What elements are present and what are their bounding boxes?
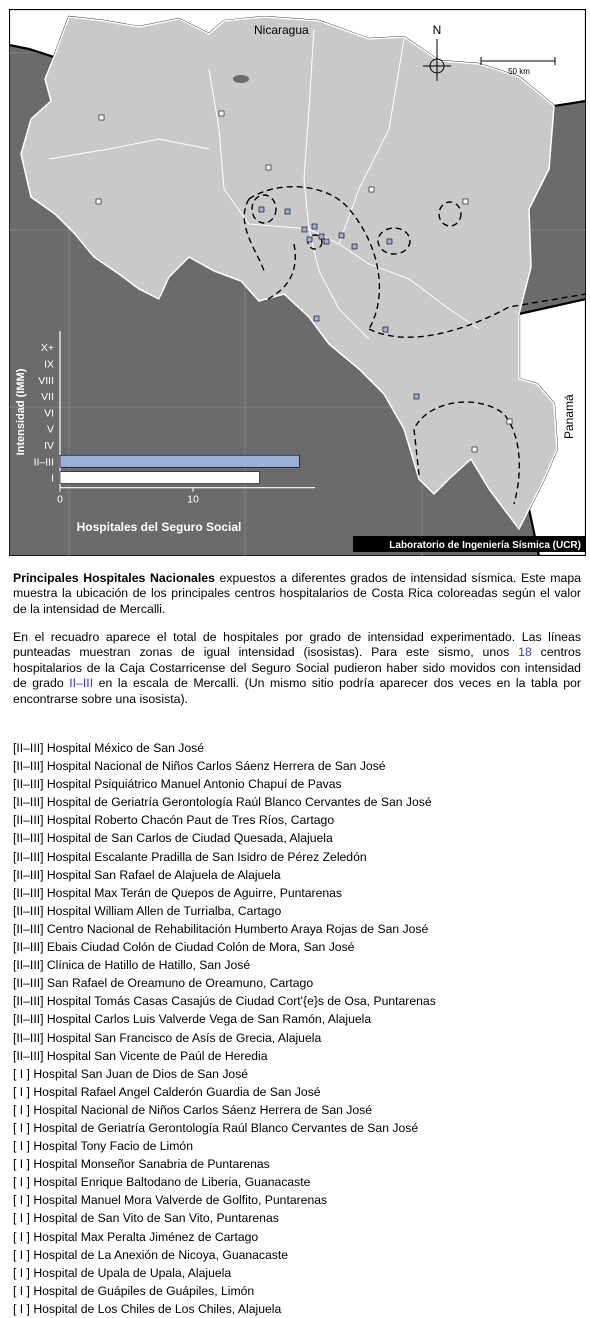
label-nicaragua: Nicaragua	[254, 23, 309, 37]
hospital-list-item: [ I ] Hospital Manuel Mora Valverde de Golfito, Puntarenas	[13, 1193, 328, 1208]
inset-category-label: VI	[44, 407, 54, 420]
hospital-list-item: [II–III] Hospital Roberto Chacón Paut de Tres Ríos, Cartago	[13, 813, 335, 828]
inset-x-tick-label: 10	[187, 493, 199, 506]
credit-text: Laboratorio de Ingeniería Sísmica (UCR)	[389, 540, 581, 551]
hospital-list-item: [ I ] Hospital de San Vito de San Vito, Puntarenas	[13, 1211, 279, 1226]
hospital-list-item: [ I ] Hospital de Guápiles de Guápiles, Limón	[13, 1283, 255, 1298]
hospital-list-item: [II–III] Hospital de San Carlos de Ciudad Quesada, Alajuela	[13, 831, 333, 846]
hospital-list-item: [II–III] San Rafael de Oreamuno de Oreamuno, Cartago	[13, 976, 314, 991]
inset-category-label: V	[46, 423, 54, 436]
scale-label: 50 km	[508, 67, 530, 76]
hospital-list-item: [II–III] Hospital México de San José	[13, 741, 205, 755]
inset-category-label: X+	[40, 342, 54, 355]
hospital-list-item: [ I ] Hospital de Geriatría Gerontología Raúl Blanco Cervantes de San José	[13, 1120, 419, 1135]
hospital-list-item: [II–III] Hospital Max Terán de Quepos de Aguirre, Puntarenas	[13, 885, 343, 900]
caption-title: Principales Hospitales Nacionales	[13, 571, 215, 585]
hospital-count: 18	[518, 645, 532, 660]
hospital-list-item: [ I ] Hospital de La Anexión de Nicoya, Guanacaste	[13, 1247, 289, 1262]
hospital-list-item: [II–III] Hospital Carlos Luis Valverde Vega de San Ramón, Alajuela	[13, 1012, 372, 1027]
caption-p2-b: centros hospitalarios de la Caja Costarricense del Seguro Social pudieron haber sido movidos con intensidad de grado	[13, 645, 582, 691]
inset-x-tick-label: 0	[57, 493, 63, 506]
hospital-list-item: [II–III] Hospital Tomás Casas Casajús de Ciudad Cort'{e}s de Osa, Puntarenas	[13, 994, 436, 1009]
inset-category-label: VII	[41, 391, 54, 404]
hospital-list	[13, 739, 583, 1318]
caption-paragraph-1	[13, 571, 581, 617]
hospital-list-item: [ I ] Hospital San Juan de Dios de San José	[13, 1066, 249, 1081]
hospital-list-item: [II–III] Centro Nacional de Rehabilitación Humberto Araya Rojas de San José	[13, 921, 429, 936]
hospital-list-item: [II–III] Hospital San Francisco de Asís de Grecia, Alajuela	[13, 1030, 322, 1045]
hospital-list-item: [II–III] Hospital Psiquiátrico Manuel Antonio Chapuí de Pavas	[13, 777, 342, 792]
inset-category-label: VIII	[38, 374, 54, 387]
inset-category-label: IX	[44, 358, 54, 371]
hospital-list-item: [ I ] Hospital Rafael Angel Calderón Guardia de San José	[13, 1084, 321, 1099]
hospital-list-item: [ I ] Hospital Enrique Baltodano de Liberia, Guanacaste	[13, 1175, 311, 1190]
inset-bar	[60, 455, 299, 467]
caption-p2-a: En el recuadro aparece el total de hospitales por grado de intensidad experimentado. Las líneas punteadas muestran zonas de igual intensidad (isosistas). Para este sismo, unos	[13, 630, 581, 660]
inset-category-label: IV	[44, 439, 54, 452]
hospital-list-item: [ I ] Hospital Monseñor Sanabria de Puntarenas	[13, 1157, 270, 1172]
hospital-list-item: [II–III] Clínica de Hatillo de Hatillo, San José	[13, 958, 251, 973]
hospital-list-item: [II–III] Hospital San Vicente de Paúl de Heredia	[13, 1048, 268, 1063]
inset-ylabel: Intensidad (IMM)	[15, 368, 27, 456]
hospital-list-item: [ I ] Hospital de Upala de Upala, Alajuela	[13, 1265, 232, 1280]
hospital-list-item: [II–III] Hospital San Rafael de Alajuela de Alajuela	[13, 867, 281, 882]
inset-bar	[60, 472, 260, 484]
hospital-list-item: [ I ] Hospital de Los Chiles de Los Chiles, Alajuela	[13, 1301, 282, 1316]
hospital-list-item: [II–III] Hospital de Geriatría Gerontología Raúl Blanco Cervantes de San José	[13, 795, 432, 810]
north-label: N	[432, 23, 442, 37]
costa-rica-map	[9, 9, 586, 556]
caption-paragraph-2	[13, 630, 581, 707]
map-figure	[9, 9, 586, 556]
intensity-grade: II–III	[69, 676, 94, 691]
caption-p1-text: expuestos a diferentes grados de intensidad sísmica. Este mapa muestra la ubicación de los principales centros hospitalarios de Costa Rica coloreadas según el valor de la intensidad de Mercalli.	[13, 571, 581, 616]
inset-category-label: II–III	[33, 456, 54, 469]
hospital-list-item: [II–III] Ebais Ciudad Colón de Ciudad Colón de Mora, San José	[13, 940, 355, 955]
hospital-list-item: [II–III] Hospital Escalante Pradilla de San Isidro de Pérez Zeledón	[13, 849, 367, 864]
label-panama: Panamá	[562, 394, 576, 439]
hospital-list-item: [ I ] Hospital Max Peralta Jiménez de Cartago	[13, 1229, 259, 1244]
hospital-list-item: [ I ] Hospital Nacional de Niños Carlos Sáenz Herrera de San José	[13, 1102, 373, 1117]
inset-xlabel: Hospitales del Seguro Social	[76, 520, 242, 534]
inset-category-label: I	[51, 472, 54, 485]
hospital-list-item: [ I ] Hospital Tony Facio de Limón	[13, 1139, 193, 1154]
lake-arenal	[233, 75, 249, 83]
caption-p2-c: en la escala de Mercalli. (Un mismo sitio podría aparecer dos veces en la tabla por encontrarse sobre una isosista).	[13, 676, 581, 706]
hospital-list-item: [II–III] Hospital William Allen de Turrialba, Cartago	[13, 903, 282, 918]
hospital-list-item: [II–III] Hospital Nacional de Niños Carlos Sáenz Herrera de San José	[13, 759, 386, 774]
